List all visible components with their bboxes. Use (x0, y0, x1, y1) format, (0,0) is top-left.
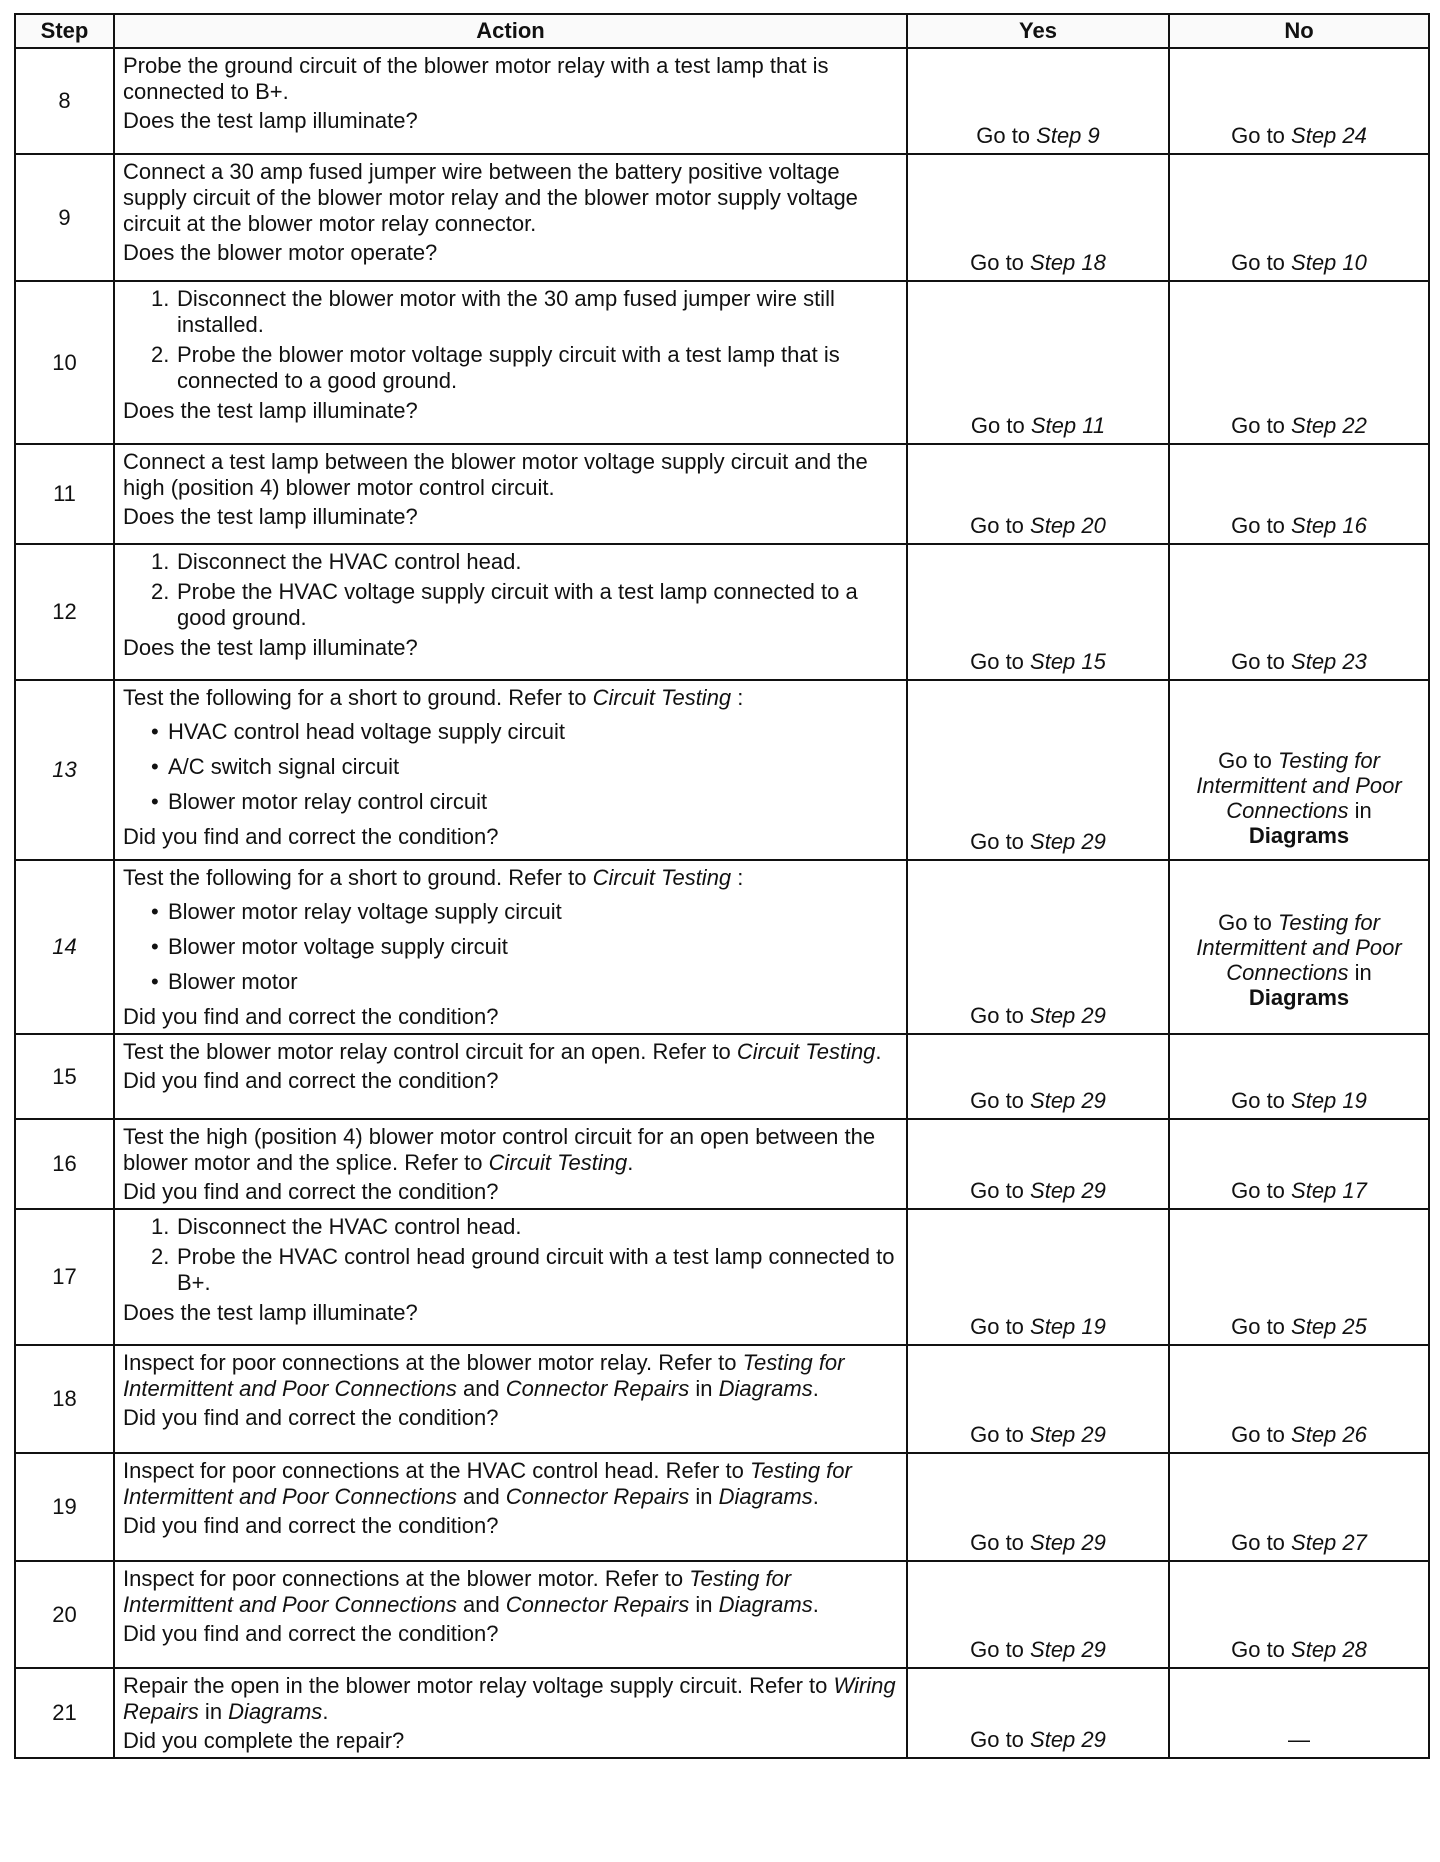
no-step-link[interactable]: Step 24 (1291, 123, 1367, 148)
no-cell (1169, 1453, 1429, 1561)
yes-step-link[interactable]: Step 11 (1030, 413, 1106, 438)
action-text: Connect a test lamp between the blower motor voltage supply circuit and the high (position 4) blower motor control circuit. (123, 449, 868, 500)
no-step-link[interactable]: Step 16 (1291, 513, 1367, 538)
no-prefix: Go to (1231, 413, 1292, 438)
reference-connector-repairs[interactable]: Connector Repairs (505, 1484, 690, 1509)
action-question: Did you find and correct the condition? (123, 1405, 499, 1430)
list-text: Probe the HVAC control head ground circuit with a test lamp connected to B+. (177, 1244, 895, 1295)
header-action: Action (114, 14, 907, 48)
no-cell (1169, 860, 1429, 1034)
reference-diagrams[interactable]: Diagrams (718, 1592, 813, 1617)
action-question: Did you find and correct the condition? (123, 1068, 499, 1093)
action-text: Connect a 30 amp fused jumper wire between the battery positive voltage supply circuit of the blower motor relay and the blower motor supply voltage circuit at the blower motor relay connector. (123, 159, 858, 236)
no-prefix: Go to (1231, 649, 1292, 674)
numbered-list (123, 549, 900, 631)
table-row (15, 281, 1429, 444)
table-row (15, 1453, 1429, 1561)
list-item (123, 1244, 900, 1296)
action-cell (114, 1119, 907, 1209)
yes-cell (907, 1034, 1169, 1119)
bullet-list (123, 899, 900, 995)
step-number: 21 (15, 1668, 114, 1758)
text-part: Inspect for poor connections at the blower motor relay. Refer to (123, 1350, 743, 1375)
text-part: . (812, 1376, 819, 1401)
action-question: Did you find and correct the condition? (123, 1621, 499, 1646)
no-step-link[interactable]: Step 27 (1291, 1530, 1367, 1555)
action-question: Did you find and correct the condition? (123, 1004, 499, 1029)
table-row (15, 1345, 1429, 1453)
reference-testing-intermittent[interactable]: Testing for Intermittent and Poor Connections (123, 1458, 852, 1509)
no-prefix: Go to (1231, 1422, 1292, 1447)
step-number: 10 (15, 281, 114, 444)
text-part: Test the high (position 4) blower motor control circuit for an open between the blower motor and the splice. Refer to (123, 1124, 876, 1175)
no-mid: in (1348, 960, 1372, 985)
no-cell (1169, 281, 1429, 444)
yes-prefix: Go to (970, 250, 1031, 275)
list-text: Probe the blower motor voltage supply circuit with a test lamp that is connected to a good ground. (177, 342, 840, 393)
list-text: Probe the HVAC voltage supply circuit with a test lamp connected to a good ground. (177, 579, 858, 630)
action-question: Does the test lamp illuminate? (123, 504, 418, 529)
no-cell (1169, 1034, 1429, 1119)
bullet-item: • A/C switch signal circuit (123, 754, 900, 780)
action-text (123, 1124, 900, 1176)
yes-step-link[interactable]: Step 15 (1030, 649, 1106, 674)
reference-circuit-testing[interactable]: Circuit Testing (592, 865, 732, 890)
action-cell (114, 544, 907, 680)
action-cell (114, 1209, 907, 1345)
yes-step-link[interactable]: Step 29 (1030, 1003, 1106, 1028)
action-question: Does the test lamp illuminate? (123, 1300, 418, 1325)
header-step: Step (15, 14, 114, 48)
yes-cell (907, 544, 1169, 680)
action-text (123, 1039, 900, 1065)
intro-text: Test the following for a short to ground. Refer to (123, 685, 593, 710)
list-item (123, 286, 900, 338)
diagnostic-table (14, 13, 1430, 1759)
bullet-item: • HVAC control head voltage supply circuit (123, 719, 900, 745)
action-cell (114, 1668, 907, 1758)
no-prefix: Go to (1231, 513, 1292, 538)
yes-prefix: Go to (970, 1088, 1031, 1113)
yes-step-link[interactable]: Step 29 (1030, 1637, 1106, 1662)
yes-prefix: Go to (970, 829, 1031, 854)
step-number: 20 (15, 1561, 114, 1668)
list-number: 2. (151, 1244, 170, 1269)
action-cell (114, 48, 907, 154)
table-row (15, 544, 1429, 680)
yes-prefix: Go to (970, 649, 1031, 674)
yes-cell (907, 48, 1169, 154)
text-part: and (456, 1592, 506, 1617)
list-text: Disconnect the HVAC control head. (177, 549, 522, 574)
table-row (15, 154, 1429, 281)
bullet-item: • Blower motor (123, 969, 900, 995)
list-item (123, 549, 900, 575)
list-number: 1. (151, 286, 170, 311)
no-cell (1169, 544, 1429, 680)
table-header-row (15, 14, 1429, 48)
no-cell (1169, 444, 1429, 544)
no-cell (1169, 680, 1429, 860)
bullet-list (123, 719, 900, 815)
action-cell (114, 1034, 907, 1119)
no-step-link[interactable]: Step 19 (1291, 1088, 1367, 1113)
yes-prefix: Go to (970, 1727, 1031, 1752)
no-cell (1169, 1209, 1429, 1345)
action-cell (114, 860, 907, 1034)
table-row (15, 860, 1429, 1034)
text-part: in (198, 1699, 229, 1724)
action-question: Did you find and correct the condition? (123, 1513, 499, 1538)
yes-cell (907, 154, 1169, 281)
yes-step-link[interactable]: Step 20 (1030, 513, 1106, 538)
list-text: Disconnect the blower motor with the 30 amp fused jumper wire still installed. (177, 286, 835, 337)
no-step-link[interactable]: Step 25 (1291, 1314, 1367, 1339)
action-cell (114, 1345, 907, 1453)
reference-wiring-repairs[interactable]: Wiring Repairs (123, 1673, 896, 1724)
action-text (123, 1673, 900, 1725)
list-item (123, 1214, 900, 1240)
no-prefix: Go to (1231, 1530, 1292, 1555)
text-part: in (689, 1484, 719, 1509)
no-step-link[interactable]: Step 17 (1291, 1178, 1367, 1203)
table-row (15, 1668, 1429, 1758)
reference-testing-intermittent[interactable]: Testing for Intermittent and Poor Connections (123, 1566, 792, 1617)
yes-step-link[interactable]: Step 29 (1030, 829, 1106, 854)
reference-diagrams[interactable]: Diagrams (718, 1484, 813, 1509)
bullet-item: • Blower motor relay control circuit (123, 789, 900, 815)
reference-testing-intermittent[interactable]: Testing for Intermittent and Poor Connections (123, 1350, 845, 1401)
text-part: Repair the open in the blower motor relay voltage supply circuit. Refer to (123, 1673, 834, 1698)
action-cell (114, 281, 907, 444)
yes-cell (907, 1209, 1169, 1345)
action-cell (114, 1561, 907, 1668)
step-number: 16 (15, 1119, 114, 1209)
yes-step-link[interactable]: Step 29 (1030, 1530, 1106, 1555)
text-part: and (456, 1376, 506, 1401)
action-text (123, 865, 900, 891)
intro-text: Test the following for a short to ground. Refer to (123, 865, 593, 890)
text-part: in (689, 1376, 719, 1401)
no-prefix: Go to (1218, 748, 1278, 773)
yes-cell (907, 1561, 1169, 1668)
reference-diagrams[interactable]: Diagrams (718, 1376, 813, 1401)
list-number: 1. (151, 1214, 170, 1239)
bullet-item: • Blower motor relay voltage supply circuit (123, 899, 900, 925)
yes-prefix: Go to (970, 1637, 1031, 1662)
no-cell (1169, 1561, 1429, 1668)
step-number: 13 (15, 680, 114, 860)
yes-step-link[interactable]: Step 29 (1030, 1727, 1106, 1752)
step-number: 11 (15, 444, 114, 544)
text-part: Inspect for poor connections at the HVAC control head. Refer to (123, 1458, 750, 1483)
yes-prefix: Go to (970, 1003, 1031, 1028)
table-row (15, 680, 1429, 860)
reference-circuit-testing[interactable]: Circuit Testing (488, 1150, 628, 1175)
no-step-link[interactable]: Step 23 (1291, 649, 1367, 674)
numbered-list (123, 1214, 900, 1296)
no-reference-link[interactable]: Testing for Intermittent and Poor Connections (1196, 910, 1402, 985)
yes-cell (907, 1668, 1169, 1758)
no-cell (1169, 1119, 1429, 1209)
list-text: Disconnect the HVAC control head. (177, 1214, 522, 1239)
step-number: 8 (15, 48, 114, 154)
yes-prefix: Go to (970, 1530, 1031, 1555)
no-step-link[interactable]: Step 22 (1291, 413, 1367, 438)
action-question: Does the test lamp illuminate? (123, 108, 418, 133)
action-text (123, 1350, 900, 1402)
yes-step-link[interactable]: Step 29 (1030, 1088, 1106, 1113)
intro-end: : (731, 685, 744, 710)
intro-end: : (731, 865, 744, 890)
no-dash: — (1288, 1727, 1310, 1752)
no-reference-link[interactable]: Testing for Intermittent and Poor Connections (1196, 748, 1402, 823)
text-part: Inspect for poor connections at the blower motor. Refer to (123, 1566, 690, 1591)
step-number: 9 (15, 154, 114, 281)
step-number: 19 (15, 1453, 114, 1561)
action-question: Does the test lamp illuminate? (123, 398, 418, 423)
reference-circuit-testing[interactable]: Circuit Testing (736, 1039, 876, 1064)
no-cell (1169, 1668, 1429, 1758)
no-diagrams: Diagrams (1248, 823, 1350, 848)
yes-step-link[interactable]: Step 9 (1036, 123, 1100, 148)
list-item (123, 342, 900, 394)
action-question: Does the blower motor operate? (123, 240, 438, 265)
yes-prefix: Go to (970, 513, 1031, 538)
yes-cell (907, 444, 1169, 544)
yes-cell (907, 1453, 1169, 1561)
no-prefix: Go to (1231, 1637, 1292, 1662)
yes-cell (907, 281, 1169, 444)
action-cell (114, 154, 907, 281)
reference-diagrams[interactable]: Diagrams (228, 1699, 323, 1724)
step-number: 14 (15, 860, 114, 1034)
no-prefix: Go to (1231, 1088, 1292, 1113)
table-row (15, 1119, 1429, 1209)
action-question: Did you complete the repair? (123, 1728, 405, 1753)
yes-step-link[interactable]: Step 19 (1030, 1314, 1106, 1339)
action-question: Did you find and correct the condition? (123, 1179, 499, 1204)
action-text (123, 1566, 900, 1618)
action-question: Does the test lamp illuminate? (123, 635, 418, 660)
text-part: . (627, 1150, 634, 1175)
yes-cell (907, 860, 1169, 1034)
yes-prefix: Go to (970, 1314, 1031, 1339)
action-text: Probe the ground circuit of the blower motor relay with a test lamp that is connected to B+. (123, 53, 829, 104)
no-step-link[interactable]: Step 26 (1291, 1422, 1367, 1447)
no-step-link[interactable]: Step 10 (1291, 250, 1367, 275)
action-question: Did you find and correct the condition? (123, 824, 499, 849)
action-cell (114, 444, 907, 544)
yes-cell (907, 1345, 1169, 1453)
yes-prefix: Go to (970, 1178, 1031, 1203)
reference-connector-repairs[interactable]: Connector Repairs (505, 1376, 690, 1401)
table-row (15, 1209, 1429, 1345)
yes-step-link[interactable]: Step 29 (1030, 1422, 1106, 1447)
action-cell (114, 680, 907, 860)
text-part: in (689, 1592, 719, 1617)
yes-step-link[interactable]: Step 18 (1030, 250, 1106, 275)
text-part: . (322, 1699, 329, 1724)
yes-prefix: Go to (976, 123, 1037, 148)
numbered-list (123, 286, 900, 394)
no-prefix: Go to (1231, 123, 1292, 148)
table-row (15, 1561, 1429, 1668)
list-number: 2. (151, 342, 170, 367)
reference-circuit-testing[interactable]: Circuit Testing (592, 685, 732, 710)
header-no: No (1169, 14, 1429, 48)
step-number: 17 (15, 1209, 114, 1345)
no-prefix: Go to (1218, 910, 1278, 935)
yes-cell (907, 1119, 1169, 1209)
no-diagrams: Diagrams (1248, 985, 1350, 1010)
yes-prefix: Go to (970, 1422, 1031, 1447)
list-item (123, 579, 900, 631)
yes-step-link[interactable]: Step 29 (1030, 1178, 1106, 1203)
reference-connector-repairs[interactable]: Connector Repairs (505, 1592, 690, 1617)
step-number: 15 (15, 1034, 114, 1119)
table-row (15, 1034, 1429, 1119)
step-number: 18 (15, 1345, 114, 1453)
list-number: 1. (151, 549, 170, 574)
no-mid: in (1348, 798, 1372, 823)
no-step-link[interactable]: Step 28 (1291, 1637, 1367, 1662)
action-cell (114, 1453, 907, 1561)
table-row (15, 444, 1429, 544)
no-cell (1169, 1345, 1429, 1453)
step-number: 12 (15, 544, 114, 680)
yes-cell (907, 680, 1169, 860)
yes-prefix: Go to (970, 413, 1031, 438)
text-part: . (875, 1039, 882, 1064)
no-prefix: Go to (1231, 250, 1292, 275)
no-cell (1169, 48, 1429, 154)
text-part: . (812, 1592, 819, 1617)
no-prefix: Go to (1231, 1178, 1292, 1203)
text-part: Test the blower motor relay control circuit for an open. Refer to (123, 1039, 737, 1064)
text-part: and (456, 1484, 506, 1509)
header-yes: Yes (907, 14, 1169, 48)
no-prefix: Go to (1231, 1314, 1292, 1339)
no-cell (1169, 154, 1429, 281)
action-text (123, 685, 900, 711)
bullet-item: • Blower motor voltage supply circuit (123, 934, 900, 960)
table-row (15, 48, 1429, 154)
action-text (123, 1458, 900, 1510)
list-number: 2. (151, 579, 170, 604)
text-part: . (812, 1484, 819, 1509)
